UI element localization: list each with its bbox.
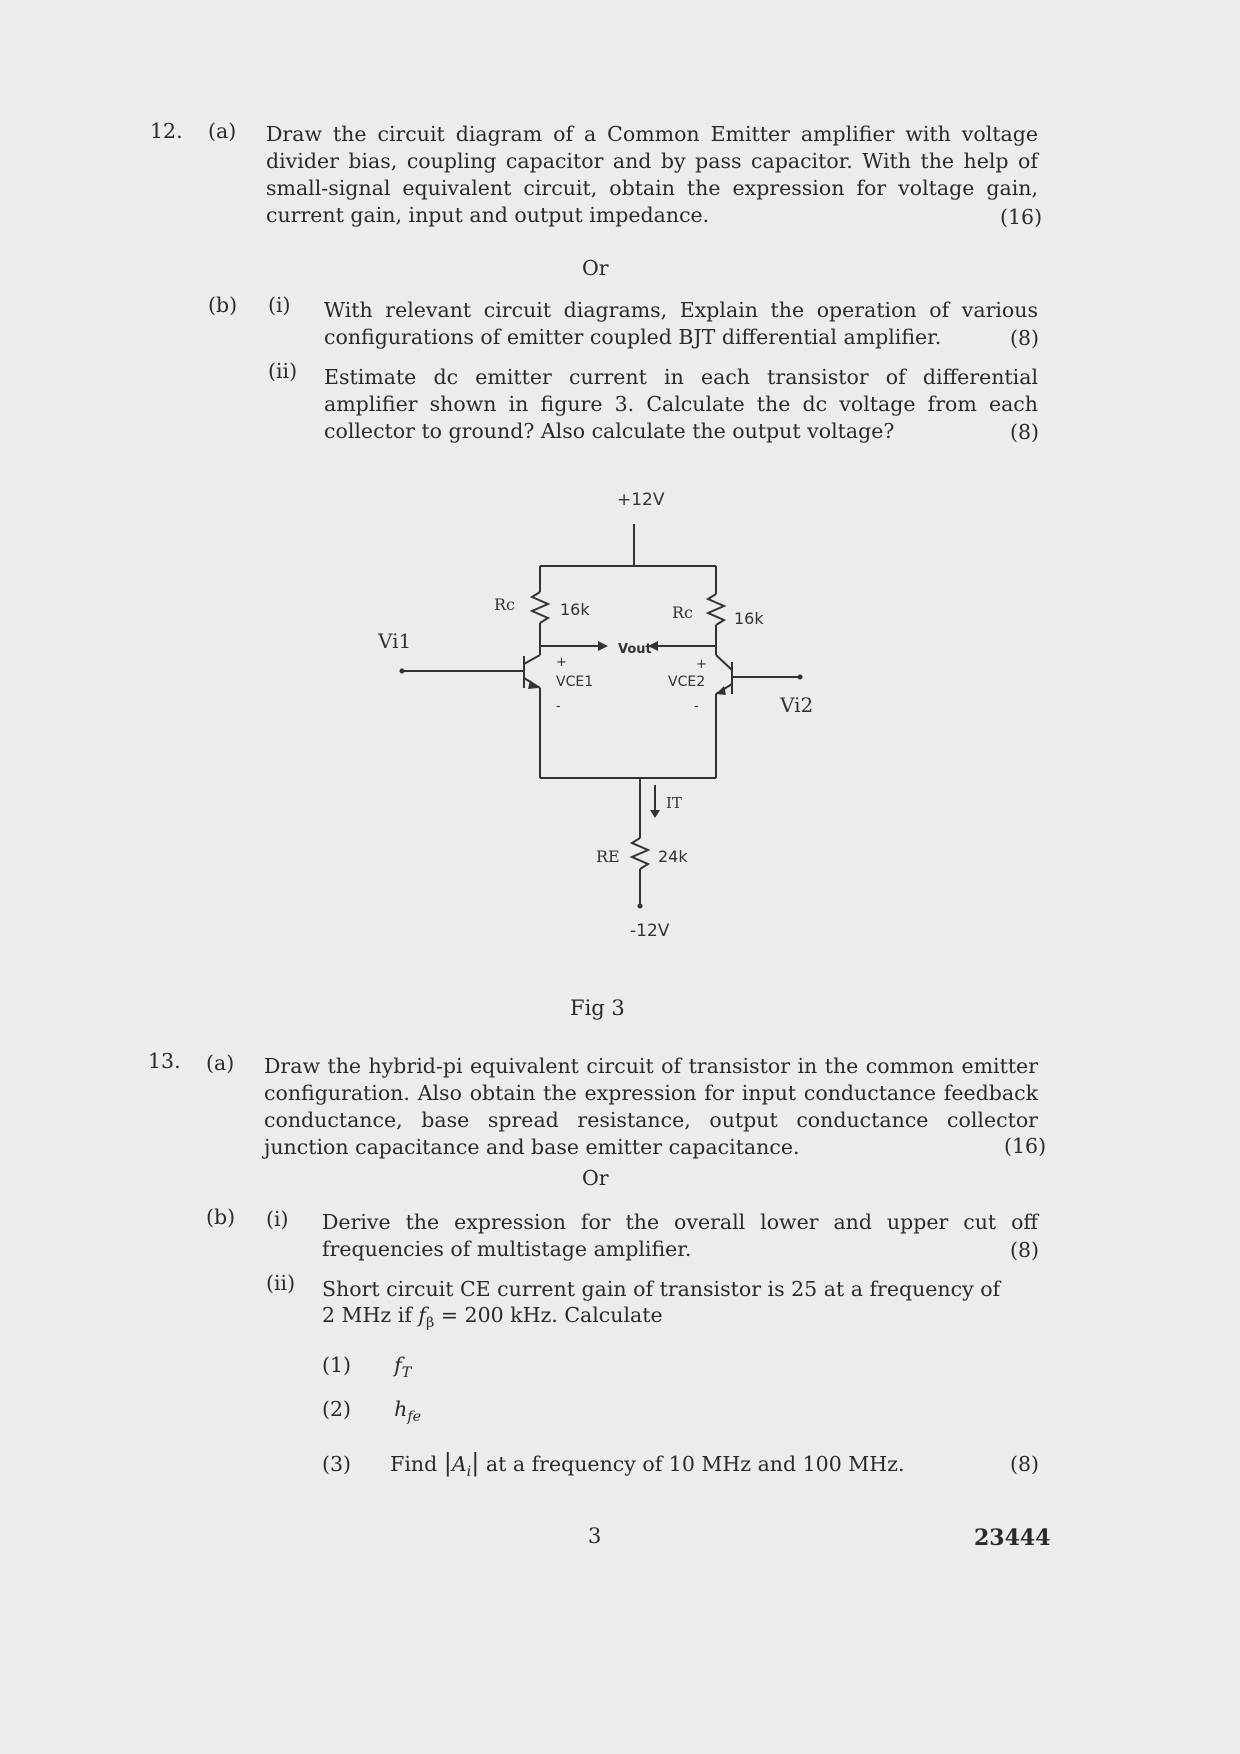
- q13-b-i-marks: (8): [1010, 1238, 1040, 1262]
- q12-or: Or: [582, 256, 609, 280]
- q13-b-label: (b): [206, 1205, 236, 1229]
- subitem-2-subscript: fe: [407, 1409, 422, 1426]
- differential-amplifier-circuit: [360, 470, 820, 950]
- rc-right-resistor: [708, 594, 724, 625]
- q12-b-ii-text: Estimate dc emitter current in each transistor of differential amplifier shown in figure 3. Calculate the dc voltage from each collector to ground? Also calculate the output voltage?: [324, 365, 1038, 443]
- rc-right-label: Rc: [672, 603, 694, 622]
- rc-left-value: 16k: [560, 600, 590, 619]
- q12-b-i-text: With relevant circuit diagrams, Explain the operation of various configurations of emitter coupled BJT differential amplifier.: [324, 298, 1038, 349]
- q13-b-i-label: (i): [266, 1207, 289, 1231]
- vi2-label: Vi2: [780, 693, 814, 717]
- subitem-2-symbol: h: [394, 1397, 408, 1421]
- re-value: 24k: [658, 847, 688, 866]
- q12-b-i-label: (i): [268, 293, 291, 317]
- vce1-plus: +: [556, 655, 567, 670]
- q13-a-marks: (16): [1004, 1134, 1047, 1158]
- re-label: RE: [596, 847, 620, 866]
- subitem-2-number: (2): [322, 1397, 352, 1421]
- vce1-label: VCE1: [556, 674, 594, 690]
- rc-left-label: Rc: [494, 595, 516, 614]
- subitem-3-pre: Find: [390, 1452, 438, 1476]
- subitem-3-abs-subscript: i: [466, 1464, 472, 1481]
- q13-b-ii-line2-post: = 200 kHz. Calculate: [440, 1303, 663, 1327]
- vce1-minus: -: [556, 699, 561, 714]
- subitem-1-subscript: T: [401, 1365, 412, 1382]
- subitem-1-symbol: f: [394, 1353, 402, 1377]
- vout-label: Vout: [618, 642, 652, 657]
- supply-neg-label: -12V: [630, 921, 670, 941]
- re-resistor: [632, 838, 648, 869]
- q13-b-ii-marks: (8): [1010, 1452, 1040, 1476]
- subitem-1: [322, 1352, 411, 1387]
- q13-b-ii-line1: Short circuit CE current gain of transistor is 25 at a frequency of: [322, 1277, 1001, 1301]
- it-label: IT: [666, 794, 682, 812]
- q12-a-text: Draw the circuit diagram of a Common Emitter amplifier with voltage divider bias, coupling capacitor and by pass capacitor. With the help of small-signal equivalent circuit, obtain the expression for voltage gain, current gain, input and output impedance.: [266, 122, 1038, 227]
- f-beta-subscript: β: [426, 1315, 435, 1332]
- rc-left-resistor: [532, 592, 548, 623]
- paper-code: 23444: [974, 1525, 1051, 1551]
- q13-b-ii-line2: [322, 1302, 663, 1337]
- subitem-1-number: (1): [322, 1353, 352, 1377]
- q13-b-ii-line2-pre: 2 MHz if: [322, 1303, 412, 1327]
- supply-pos-label: +12V: [617, 490, 665, 510]
- q13-a-text: Draw the hybrid-pi equivalent circuit of transistor in the common emitter configuration. Also obtain the expression for input conductance feedback conductance, base spread resistance, output conductance collector junction capacitance and base emitter capacitance.: [264, 1054, 1038, 1159]
- q13-a-label: (a): [206, 1051, 235, 1075]
- f-beta-symbol: f: [418, 1303, 427, 1327]
- vce2-minus: -: [694, 699, 699, 714]
- q12-b-label: (b): [208, 293, 238, 317]
- subitem-2: [322, 1396, 421, 1431]
- q12-a-label: (a): [208, 119, 237, 143]
- q12-b-ii-label: (ii): [268, 359, 298, 383]
- q12-b-ii-marks: (8): [1010, 420, 1040, 444]
- page-number: 3: [588, 1524, 602, 1548]
- figure-caption: Fig 3: [570, 996, 625, 1020]
- subitem-3-number: (3): [322, 1452, 352, 1476]
- subitem-3-post: at a frequency of 10 MHz and 100 MHz.: [485, 1452, 905, 1476]
- q12-a-marks: (16): [1000, 205, 1043, 229]
- vce2-plus: +: [696, 657, 707, 672]
- q13-or: Or: [582, 1166, 609, 1190]
- q13-number: 13.: [148, 1049, 181, 1073]
- subitem-3-abs-symbol: A: [451, 1452, 467, 1476]
- q12-b-i-marks: (8): [1010, 326, 1040, 350]
- vce2-label: VCE2: [668, 674, 706, 690]
- subitem-3: (3) Find $|A_i|$ at a frequency of 10 MHz and 100 MHz.: [322, 1449, 905, 1481]
- q13-b-i-text: Derive the expression for the overall lower and upper cut off frequencies of multistage amplifier.: [322, 1210, 1038, 1261]
- vi1-label: Vi1: [378, 629, 412, 653]
- q12-number: 12.: [150, 119, 183, 143]
- rc-right-value: 16k: [734, 609, 764, 628]
- q13-b-ii-label: (ii): [266, 1271, 296, 1295]
